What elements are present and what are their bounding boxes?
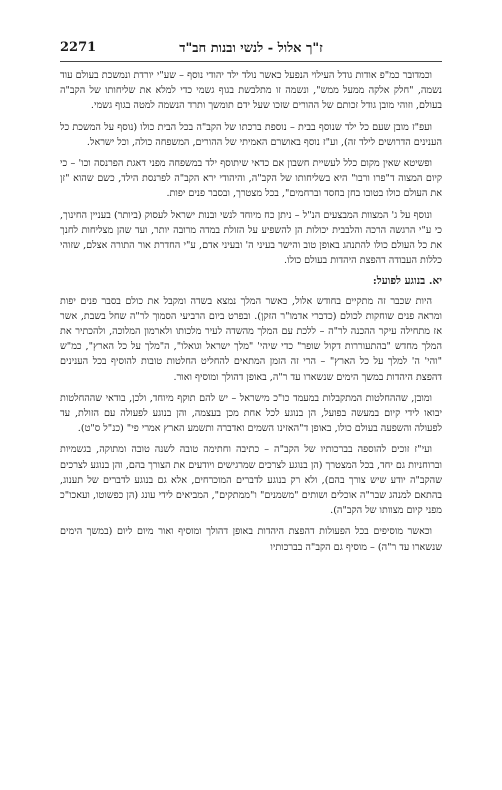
paragraph: וכמדובר כמ"פ אודות גודל העילוי הנפעל כאשר נולד ילד יהודי נוסף – שע"י יורדת ונמשכת בעולם עוד נשמה, "חלק אלקה ממעל ממש", ונשמה זו מתלבשת בגוף גשמי כדי למלא את שליחותו של הקב"ה בעולם, וזוהי מובן גודל זכותם של ההורים שזכו שעל ידם תומשך ותרד הנשמה למטה בגוף גשמי. — [60, 70, 442, 112]
header-rule — [60, 61, 442, 62]
paragraph: ונוסף על ג' המצוות המבצעים הנ"ל – ניתן כח מיוחד לנשי ובנות ישראל לעסוק (ביותר) בעניין החינוך, כי ע"י הרגשה הרכה והלבבית יכולות הן להשפיע על הזולת במדה מרובה יותר, ועד שהן מצליחות לחנך את כל העולם כולו להתנהג באופן טוב והישר בעיני ה' ובעיני אדם, ע"י החדרת אור התורה אצלם, שזוהי כללות העבודה דהפצת היהדות בעולם כולו. — [60, 209, 442, 267]
running-header: ז"ך אלול - לנשי ובנות חב"ד — [179, 41, 323, 56]
page-number: 2271 — [60, 40, 97, 55]
body-text — [60, 68, 442, 770]
paragraph: ומובן, שההחלטות המתקבלות במעמד כו"כ מישראל – יש להם תוקף מיוחד, ולכן, בודאי שההחלטות יבואו לידי קיום במעשה בפועל, הן בנוגע לכל אחת מכן בעצמה, והן בנוגע לפעולה עם הזולת, עד לפעולה והשפעה בעולם כולו, באופן ד"האזינו השמים ואדברה ותשמע הארץ אמרי פי" (כנ"ל ס"ט). — [60, 392, 442, 435]
paragraph: היות שכבר זה מתקיים בחודש אלול, כאשר המלך נמצא בשדה ומקבל את כולם בסבר פנים יפות ומראה פנים שוחקות לכולם (כדברי אדמו"ר הזקן). ובפרט ביום הרביעי הסמוך לר"ה שחל בשבת, אשר אז מתחילה עיקר ההכנה לר"ה – ללכת עם המלך מהשדה לעיר מלכותו ולארמון המלוכה, ולהכתיר את המלך מחדש "בהתעוררות דקול שופר" כדי שיהי' "מלך ישראל וגואלו", ה"מלך על כל הארץ", כמ"ש "והי' ה' למלך על כל הארץ" – הרי זה הזמן המתאים להחליט החלטות טובות להוסיף בכל הענינים דהפצת היהדות במשך הימים שנשארו עד ר"ה, באופן דהולך ומוסיף ואור. — [60, 295, 442, 383]
paragraph: וכאשר מוסיפים בכל הפעולות דהפצת היהדות באופן דהולך ומוסיף ואור מיום ליום (במשך הימים שנשארו עד ר"ה) – מוסיף גם הקב"ה בברכותיו — [60, 526, 442, 553]
paragraph: ופשיטא שאין מקום כלל לעשיית חשבון אם כדאי שיתוסף ילד במשפחה מפני דאגת הפרנסה וכו' – כי קיום המצוה ד"פרו ורבו" היא בשליחותו של הקב"ה, והיהודי ירא הקב"ה לפרנסת הילד, כשם שהוא "זן את העולם כולו בטובו בחן בחסד וברחמים", בכל מצטרך, ובסבר פנים יפות. — [60, 158, 442, 200]
paragraph: ועפ"ז מובן שעם כל ילד שנוסף בבית – נוספת ברכתו של הקב"ה בכל הבית כולו (נוסף על המשכת כל הענינים הדרושים לילד זה), וע"ז נוסף באושרם האמיתי של ההורים, המשפחה כולה, וכל ישראל. — [60, 121, 442, 148]
paragraph: ועי"ז זוכים להוספה בברכותיו של הקב"ה – כתיבה וחתימה טובה לשנה טובה ומתוקה, בגשמיות וברוחניות גם יחד, בכל המצטרך (הן בנוגע לצרכים שמרגישים ויודעים את הצורך בהם, והן בנוגע לצרכים שהקב"ה יודע שיש צורך בהם), ולא רק בנוגע לדברים המוכרחים, אלא גם בנוגע לדברים של תענוג, בהתאם למנהג שבר"ה אוכלים ושותים "משמנים" ו"ממתקים", המביאים לידי עונג (הן כפשוטו, ועאכו"כ מפני קיום מצוותו של הקב"ה). — [60, 444, 442, 517]
section-heading: יא. בנוגע לפועל: — [372, 275, 442, 288]
